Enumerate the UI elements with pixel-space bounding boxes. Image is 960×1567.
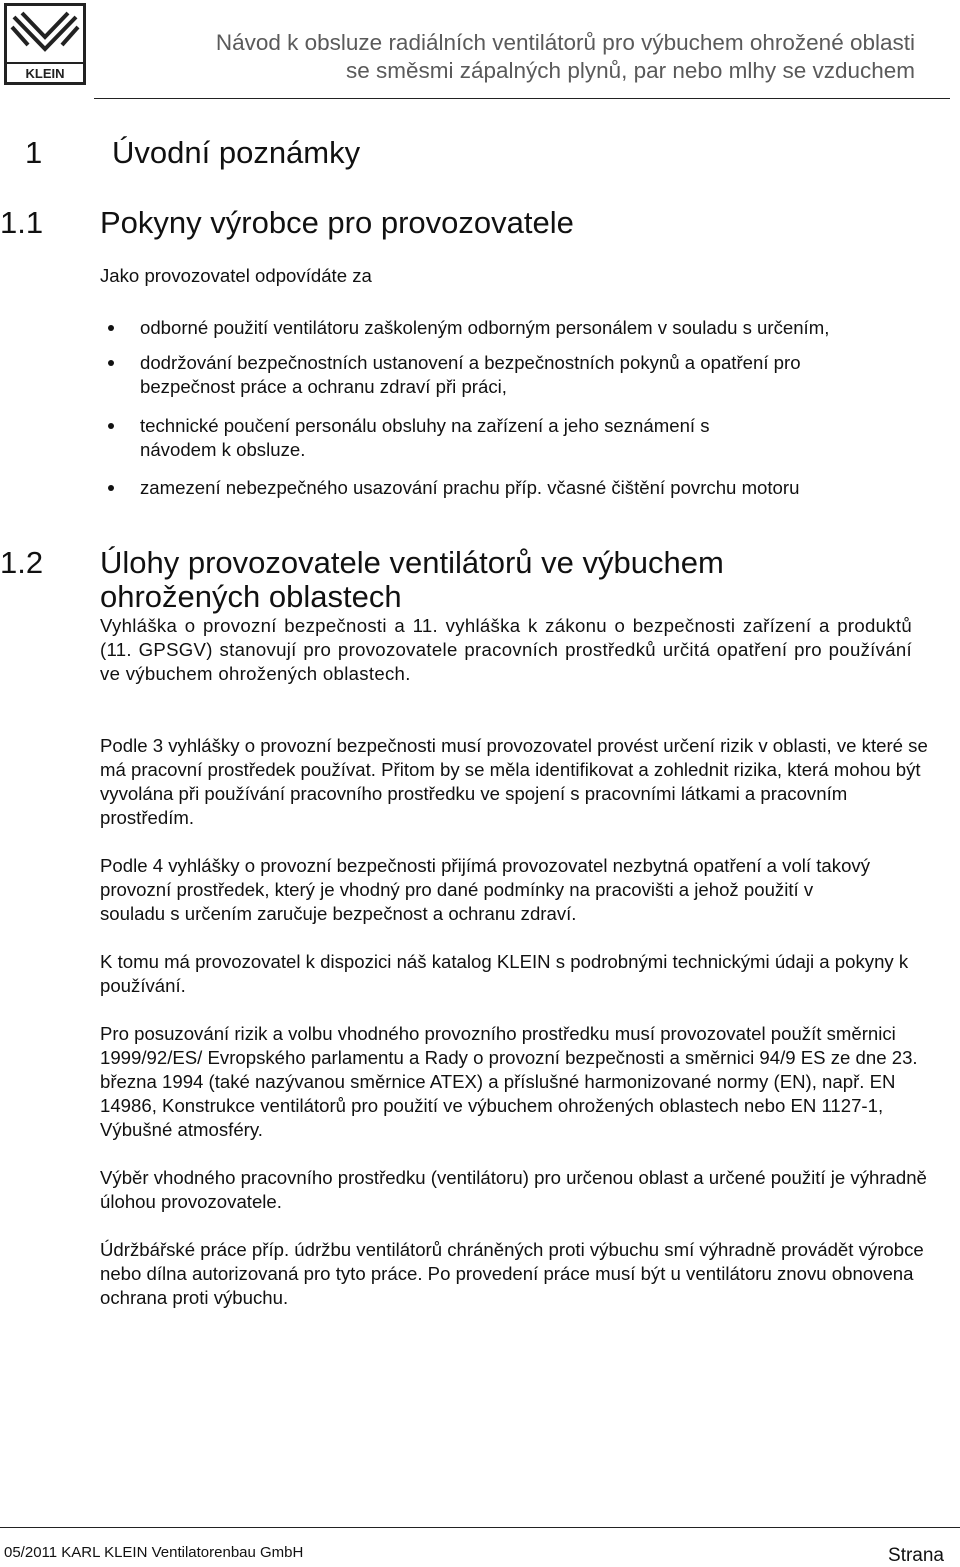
header-title-line1: Návod k obsluze radiálních ventilátorů pro výbuchem ohrožené oblasti bbox=[215, 30, 915, 55]
section-number: 1.2 bbox=[0, 545, 44, 580]
paragraph: Podle 4 vyhlášky o provozní bezpečnosti přijímá provozovatel nezbytná opatření a volí takový provozní prostředek, který je vhodný pro dané podmínky na pracovišti a jehož použití v souladu s určením zaručuje bezpečnost a ochranu zdraví. bbox=[100, 855, 870, 924]
footer-company: 05/2011 KARL KLEIN Ventilatorenbau GmbH bbox=[4, 1544, 304, 1561]
list-item-text: odborné použití ventilátoru zaškoleným odborným personálem v souladu s určením, bbox=[140, 317, 830, 338]
footer-page-label: Strana bbox=[888, 1545, 944, 1566]
bullet-icon bbox=[108, 423, 114, 429]
klein-logo bbox=[4, 3, 86, 85]
header-title-line2: se směsmi zápalných plynů, par nebo mlhy se vzduchem bbox=[345, 58, 915, 83]
header-divider bbox=[94, 98, 950, 99]
list-item bbox=[140, 476, 820, 500]
list-item bbox=[140, 316, 900, 340]
logo-text: KLEIN bbox=[25, 66, 65, 81]
section-1-1-heading bbox=[0, 205, 574, 241]
section-number: 1.1 bbox=[0, 205, 44, 240]
footer-divider bbox=[0, 1527, 960, 1528]
paragraph: Vyhláška o provozní bezpečnosti a 11. vyhláška k zákonu o bezpečnosti zařízení a produktů (11. GPSGV) stanovují pro provozovatele pracovních prostředků určitá opatření pro používání ve výbuchem ohrožených oblastech. bbox=[100, 615, 912, 684]
intro-text: Jako provozovatel odpovídáte za bbox=[100, 265, 372, 286]
paragraph: Výběr vhodného pracovního prostředku (ventilátoru) pro určenou oblast a určené použití je výhradně úlohou provozovatele. bbox=[100, 1167, 927, 1212]
list-item-text: dodržování bezpečnostních ustanovení a bezpečnostních pokynů a opatření pro bezpečnost práce a ochranu zdraví při práci, bbox=[140, 352, 801, 397]
bullet-icon bbox=[108, 325, 114, 331]
paragraph: Pro posuzování rizik a volbu vhodného provozního prostředku musí provozovatel použít směrnici 1999/92/ES/ Evropského parlamentu a Rady o provozní bezpečnosti a směrnici 94/9 ES ze dne 23. března 1994 (také nazývanou směrnice ATEX) a příslušné harmonizované normy (EN), např. EN 14986, Konstrukce ventilátorů pro použití ve výbuchem ohrožených oblastech nebo EN 1127-1, Výbušné atmosféry. bbox=[100, 1023, 918, 1140]
section-number: 1 bbox=[25, 135, 43, 170]
section-title-line1: Úlohy provozovatele ventilátorů ve výbuchem bbox=[100, 545, 724, 580]
list-item-text: technické poučení personálu obsluhy na zařízení a jeho seznámení s návodem k obsluze. bbox=[140, 415, 710, 460]
section-title: Úvodní poznámky bbox=[112, 135, 361, 170]
list-item-text: zamezení nebezpečného usazování prachu příp. včasné čištění povrchu motoru bbox=[140, 477, 800, 498]
section-title-line2: ohrožených oblastech bbox=[100, 579, 402, 614]
bullet-icon bbox=[108, 485, 114, 491]
bullet-icon bbox=[108, 360, 114, 366]
paragraph: K tomu má provozovatel k dispozici náš katalog KLEIN s podrobnými technickými údaji a pokyny k používání. bbox=[100, 951, 909, 996]
section-title: Pokyny výrobce pro provozovatele bbox=[100, 205, 574, 240]
section-1-2-heading bbox=[0, 546, 724, 614]
list-item bbox=[140, 351, 880, 399]
list-item bbox=[140, 414, 780, 462]
paragraph: Podle 3 vyhlášky o provozní bezpečnosti musí provozovatel provést určení rizik v oblasti, ve které se má pracovní prostředek používat. Přitom by se měla identifikovat a zohlednit rizika, která mohou být vyvolána při používání pracovního prostředku ve spojení s pracovními látkami a pracovním prostředím. bbox=[100, 735, 928, 828]
paragraph: Údržbářské práce příp. údržbu ventilátorů chráněných proti výbuchu smí výhradně provádět výrobce nebo dílna autorizovaná pro tyto práce. Po provedení práce musí být u ventilátoru znovu obnovena ochrana proti výbuchu. bbox=[100, 1239, 924, 1308]
section-1-heading bbox=[25, 135, 360, 171]
